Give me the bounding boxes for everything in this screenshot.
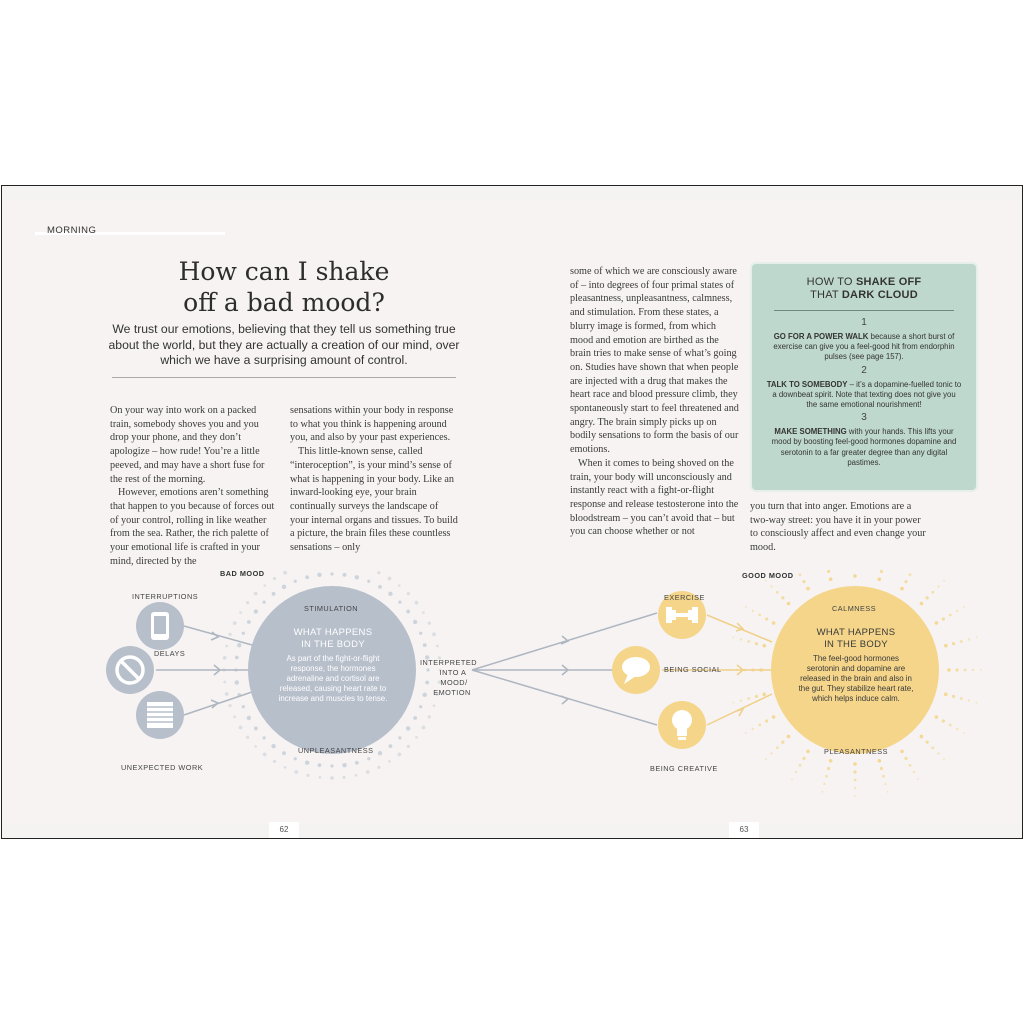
halo-dot bbox=[422, 726, 426, 730]
sun-ray-dot bbox=[770, 752, 772, 754]
sun-ray-dot bbox=[913, 771, 915, 773]
sun-ray-dot bbox=[900, 750, 904, 754]
bad-circle-text bbox=[272, 627, 394, 704]
body-column-3 bbox=[570, 265, 740, 539]
input-label: EXERCISE bbox=[664, 593, 705, 602]
title-line-1: How can I shake bbox=[178, 257, 390, 286]
title-line-2: off a bad mood? bbox=[183, 288, 385, 317]
sun-ray-dot bbox=[949, 614, 952, 617]
halo-dot bbox=[318, 763, 322, 767]
halo-dot bbox=[415, 601, 419, 605]
tip-number: 1 bbox=[861, 317, 867, 328]
halo-dot bbox=[330, 776, 334, 780]
sun-ray-dot bbox=[854, 779, 857, 782]
sun-ray-dot bbox=[787, 735, 791, 739]
halo-dot bbox=[388, 760, 391, 763]
halo-dot bbox=[389, 744, 393, 748]
sun-ray-dot bbox=[952, 695, 955, 698]
sun-ray-dot bbox=[884, 783, 886, 785]
sun-ray-dot bbox=[968, 638, 970, 640]
halo-dot bbox=[413, 620, 417, 624]
halo-dot bbox=[367, 757, 370, 760]
tip-lead: MAKE SOMETHING bbox=[774, 427, 847, 437]
sun-ray-dot bbox=[791, 778, 793, 780]
sun-ray-dot bbox=[960, 697, 963, 700]
arc-label-stimulation: STIMULATION bbox=[304, 604, 359, 613]
halo-dot bbox=[263, 736, 266, 739]
halo-dot bbox=[223, 656, 227, 660]
halo-dot bbox=[228, 633, 231, 636]
halo-dot bbox=[367, 580, 370, 583]
tip-box bbox=[752, 264, 976, 490]
sun-ray-dot bbox=[880, 570, 883, 573]
sun-ray-dot bbox=[776, 746, 779, 749]
sun-ray-dot bbox=[935, 621, 939, 625]
halo-dot bbox=[398, 601, 401, 604]
page-background bbox=[2, 200, 1022, 834]
tip-title-pre: THAT bbox=[810, 289, 842, 301]
body-column-4 bbox=[750, 500, 930, 555]
halo-dot bbox=[419, 705, 422, 708]
halo-dot bbox=[422, 611, 425, 614]
halo-dot bbox=[282, 751, 286, 755]
sun-ray-dot bbox=[909, 764, 912, 767]
sun-ray-dot bbox=[740, 638, 742, 640]
halo-dot bbox=[415, 736, 418, 739]
tip-item bbox=[766, 332, 962, 363]
sun-ray-dot bbox=[853, 770, 856, 773]
halo-dot bbox=[388, 592, 392, 596]
halo-dot bbox=[388, 577, 392, 581]
sun-ray-dot bbox=[931, 591, 934, 594]
halo-dot bbox=[294, 757, 297, 760]
input-label: DELAYS bbox=[154, 649, 186, 658]
halo-dot bbox=[319, 776, 322, 779]
sun-ray-dot bbox=[937, 752, 939, 754]
halo-dot bbox=[247, 620, 251, 624]
halo-dot bbox=[294, 770, 298, 774]
halo-dot bbox=[355, 575, 359, 579]
sun-ray-dot bbox=[853, 762, 857, 766]
interpret-line: INTERPRETED bbox=[420, 658, 477, 667]
halo-dot bbox=[254, 609, 258, 613]
sun-ray-dot bbox=[765, 617, 768, 620]
halo-dot bbox=[433, 704, 436, 707]
phone-icon bbox=[136, 602, 184, 650]
halo-dot bbox=[398, 584, 401, 587]
sun-ray-dot bbox=[853, 574, 857, 578]
sun-ray-dot bbox=[944, 693, 948, 697]
sun-ray-dot bbox=[964, 669, 967, 672]
sun-ray-dot bbox=[795, 771, 797, 773]
halo-dot bbox=[246, 736, 249, 739]
sun-ray-dot bbox=[947, 668, 951, 672]
sun-ray-dot bbox=[732, 636, 734, 638]
paragraph: When it comes to being shoved on the train, your body will unconsciously and instantly react with a fight-or-flight response and release testosterone into the bloodstream – you can’t avoid that – but you can choose whether or not bbox=[570, 457, 739, 538]
sun-ray-dot bbox=[920, 602, 924, 606]
sun-ray-dot bbox=[937, 585, 939, 587]
sun-ray-dot bbox=[745, 606, 747, 608]
halo-dot bbox=[378, 751, 382, 755]
circle-body: The feel-good hormones serotonin and dopamine are released in the brain and also in the gut. They stabilize heart rate, which helps induce calm. bbox=[798, 654, 914, 703]
halo-dot bbox=[428, 622, 431, 625]
sun-ray-dot bbox=[854, 795, 856, 797]
interpret-line: EMOTION bbox=[433, 688, 471, 697]
no-entry-icon bbox=[106, 646, 154, 694]
sun-ray-dot bbox=[887, 791, 889, 793]
mood-diagram bbox=[2, 570, 1022, 820]
sun-ray-dot bbox=[752, 728, 754, 730]
sun-ray-dot bbox=[765, 719, 768, 722]
halo-dot bbox=[271, 744, 275, 748]
sun-ray-dot bbox=[972, 669, 974, 671]
book-spread bbox=[1, 185, 1023, 839]
halo-dot bbox=[342, 776, 345, 779]
halo-dot bbox=[343, 573, 347, 577]
halo-dot bbox=[428, 715, 431, 718]
halo-dot bbox=[378, 585, 382, 589]
paper-stack-icon bbox=[136, 691, 184, 739]
sun-ray-dot bbox=[802, 580, 805, 583]
halo-dot bbox=[305, 761, 309, 765]
halo-dot bbox=[306, 774, 309, 777]
sun-ray-dot bbox=[900, 587, 904, 591]
halo-dot bbox=[407, 592, 410, 595]
sun-ray-dot bbox=[806, 587, 810, 591]
sun-ray-dot bbox=[917, 778, 919, 780]
body-column-2 bbox=[290, 404, 458, 555]
halo-dot bbox=[282, 585, 286, 589]
input-label: INTERRUPTIONS bbox=[132, 592, 199, 601]
sun-ray-dot bbox=[821, 791, 823, 793]
body-column-1 bbox=[110, 404, 278, 568]
sun-ray-dot bbox=[772, 715, 776, 719]
sun-ray-dot bbox=[963, 606, 965, 608]
halo-dot bbox=[263, 601, 266, 604]
tip-text: because a short burst of exercise can give you a feel-good hit from endorphin pulses (see page 157). bbox=[773, 332, 955, 362]
sun-ray-dot bbox=[904, 757, 907, 760]
halo-dot bbox=[263, 753, 267, 757]
sun-ray-dot bbox=[758, 614, 761, 617]
tip-item bbox=[766, 380, 962, 411]
halo-dot bbox=[228, 704, 231, 707]
interpret-line: INTO A bbox=[439, 668, 467, 677]
halo-dot bbox=[273, 760, 276, 763]
sun-ray-dot bbox=[755, 695, 758, 698]
tip-number: 2 bbox=[861, 364, 867, 376]
circle-title-line: IN THE BODY bbox=[301, 639, 365, 650]
halo-dot bbox=[419, 632, 422, 635]
arc-label-unpleasantness: UNPLEASANTNESS bbox=[298, 746, 374, 755]
sun-ray-dot bbox=[752, 610, 754, 612]
tip-title-bold: DARK CLOUD bbox=[841, 289, 918, 301]
sun-ray-dot bbox=[825, 775, 828, 778]
paragraph: This little-known sense, called “interoception”, is your mind’s sense of what is happening in your body. Like an inward-looking eye, your brain continually surveys the landscape of your internal organs and tissues. To build a picture, the brain files these countless sensations – only bbox=[290, 446, 458, 554]
halo-dot bbox=[377, 571, 380, 574]
halo-dot bbox=[355, 774, 358, 777]
sun-ray-dot bbox=[926, 741, 929, 744]
sun-ray-dot bbox=[762, 644, 766, 648]
sun-ray-dot bbox=[758, 724, 761, 727]
tip-number: 3 bbox=[861, 412, 867, 424]
halo-dot bbox=[317, 573, 321, 577]
sun-ray-dot bbox=[827, 767, 830, 770]
halo-dot bbox=[239, 726, 243, 730]
sun-ray-dot bbox=[935, 715, 939, 719]
tip-text: with your hands. This lifts your mood by boosting feel-good hormones dopamine and serotonin to a far greater degree than any digital pastimes. bbox=[771, 427, 957, 467]
sun-ray-dot bbox=[882, 775, 885, 778]
sun-ray-dot bbox=[799, 764, 802, 767]
sun-ray-dot bbox=[781, 741, 784, 744]
sun-ray-dot bbox=[765, 580, 767, 582]
page-title bbox=[130, 256, 438, 318]
sun-ray-dot bbox=[976, 702, 978, 704]
halo-dot bbox=[413, 716, 417, 720]
input-label: BEING CREATIVE bbox=[650, 764, 718, 773]
halo-dot bbox=[330, 764, 333, 767]
sun-ray-dot bbox=[943, 580, 945, 582]
halo-dot bbox=[284, 766, 287, 769]
standfirst-rule bbox=[112, 377, 456, 378]
halo-dot bbox=[233, 716, 236, 719]
halo-dot bbox=[436, 645, 439, 648]
halo-dot bbox=[254, 727, 258, 731]
halo-dot bbox=[246, 601, 249, 604]
sun-ray-dot bbox=[931, 746, 934, 749]
halo-dot bbox=[235, 680, 239, 684]
sun-ray-dot bbox=[745, 732, 747, 734]
sun-ray-dot bbox=[765, 758, 767, 760]
halo-dot bbox=[273, 577, 276, 580]
sun-ray-dot bbox=[920, 735, 924, 739]
halo-dot bbox=[377, 766, 380, 769]
tip-lead: GO FOR A POWER WALK bbox=[773, 332, 869, 341]
circle-title bbox=[796, 627, 916, 651]
halo-dot bbox=[397, 753, 401, 757]
sun-ray-dot bbox=[944, 644, 948, 648]
sun-ray-dot bbox=[952, 642, 955, 645]
paragraph: On your way into work on a packed train, somebody shoves you and you drop your phone, and they don’t apologize – how rude! You’re a little peeved, and may have a short fuse for the rest of the morning. bbox=[110, 405, 265, 485]
halo-dot bbox=[247, 716, 251, 720]
halo-dot bbox=[239, 611, 242, 614]
circle-title-line: WHAT HAPPENS bbox=[816, 627, 896, 638]
halo-dot bbox=[223, 681, 226, 684]
standfirst: We trust our emotions, believing that they tell us something true about the world, but they are actually a creation of our mind, over which we have a surprising amount of control. bbox=[108, 322, 460, 367]
halo-dot bbox=[330, 572, 333, 575]
tip-lead: TALK TO SOMEBODY bbox=[766, 379, 848, 389]
input-label: BEING SOCIAL bbox=[664, 665, 722, 674]
circle-title bbox=[272, 627, 394, 651]
interpret-label bbox=[420, 658, 477, 698]
tip-title-pre: HOW TO bbox=[806, 276, 856, 288]
sun-ray-dot bbox=[740, 699, 742, 701]
sun-ray-dot bbox=[878, 759, 882, 763]
halo-dot bbox=[398, 736, 401, 739]
halo-dot bbox=[242, 705, 245, 708]
halo-dot bbox=[355, 761, 359, 765]
sun-ray-dot bbox=[963, 732, 965, 734]
paragraph: sensations within your body in response to what you think is happening around you, and also by your past experiences. bbox=[290, 405, 454, 444]
halo-dot bbox=[254, 745, 257, 748]
halo-dot bbox=[283, 571, 287, 575]
sun-ray-dot bbox=[776, 591, 779, 594]
sun-ray-dot bbox=[968, 699, 970, 701]
speech-bubble-icon bbox=[612, 646, 660, 694]
sun-ray-dot bbox=[772, 621, 776, 625]
input-label: UNEXPECTED WORK bbox=[121, 763, 204, 772]
halo-dot bbox=[235, 656, 239, 660]
tip-rule bbox=[774, 310, 954, 311]
halo-dot bbox=[407, 745, 410, 748]
sun-ray-dot bbox=[806, 750, 810, 754]
halo-dot bbox=[423, 643, 427, 647]
tip-item bbox=[766, 427, 962, 468]
sun-ray-dot bbox=[802, 757, 805, 760]
sun-ray-dot bbox=[949, 724, 952, 727]
tip-text: – it’s a dopamine-fuelled tonic to a downbeat spirit. Note that texting does not give you the same emotional nourishment! bbox=[772, 379, 962, 410]
halo-dot bbox=[237, 643, 241, 647]
sun-ray-dot bbox=[787, 602, 791, 606]
sun-ray-dot bbox=[909, 573, 912, 576]
sun-ray-dot bbox=[955, 668, 958, 671]
sun-ray-dot bbox=[762, 693, 766, 697]
good-circle-text bbox=[796, 627, 916, 704]
bad-mood-label: BAD MOOD bbox=[220, 569, 265, 578]
sun-ray-dot bbox=[854, 787, 856, 789]
halo-dot bbox=[406, 610, 410, 614]
sun-ray-dot bbox=[823, 783, 825, 785]
sun-ray-dot bbox=[942, 719, 945, 722]
halo-dot bbox=[342, 763, 346, 767]
halo-dot bbox=[225, 692, 229, 696]
lightbulb-icon bbox=[658, 701, 706, 749]
halo-dot bbox=[432, 632, 436, 636]
sun-ray-dot bbox=[960, 640, 963, 643]
paragraph: some of which we are consciously aware of – into degrees of four primal states of pleasantness, unpleasantness, calmness, and stimulation. From these states, a blurry image is formed, from which mood and emotion are birthed as the brain tries to make sense of what’s going on. Studies have shown that when people are injected with a drug that makes the heart race and blood pressure climb, they spontaneously start to feel threatened and angry. The brain simply picks up on bodily sensations to form the basis of our emotions. bbox=[570, 266, 739, 456]
halo-dot bbox=[305, 575, 309, 579]
halo-dot bbox=[406, 726, 410, 730]
halo-dot bbox=[242, 632, 245, 635]
sun-ray-dot bbox=[956, 610, 958, 612]
sun-ray-dot bbox=[781, 596, 784, 599]
paragraph: you turn that into anger. Emotions are a two-way street: you have it in your power to consciously affect and even change your mood. bbox=[750, 501, 926, 554]
sun-ray-dot bbox=[732, 702, 734, 704]
good-mood-label: GOOD MOOD bbox=[742, 571, 794, 580]
sun-ray-dot bbox=[827, 570, 830, 573]
sun-ray-dot bbox=[747, 640, 750, 643]
circle-body: As part of the fight-or-flight response, the hormones adrenaline and cortisol are released, causing heart rate to increase and muscles to tense. bbox=[278, 654, 388, 703]
sun-ray-dot bbox=[747, 697, 750, 700]
sun-ray-dot bbox=[904, 580, 907, 583]
interpret-line: MOOD/ bbox=[440, 678, 468, 687]
tip-box-title bbox=[762, 276, 966, 302]
sun-ray-dot bbox=[770, 585, 772, 587]
arc-label-pleasantness: PLEASANTNESS bbox=[824, 747, 888, 756]
halo-dot bbox=[294, 580, 297, 583]
sun-ray-dot bbox=[980, 669, 982, 671]
sun-ray-dot bbox=[956, 728, 958, 730]
sun-ray-dot bbox=[755, 642, 758, 645]
paragraph: However, emotions aren’t something that happen to you because of forces out of your control, rolling in like weather from the sea. Rather, the rich palette of your emotional life is crafted in your mind, directed by the bbox=[110, 487, 275, 567]
sun-ray-dot bbox=[926, 596, 929, 599]
sun-ray-dot bbox=[880, 767, 883, 770]
halo-dot bbox=[233, 621, 237, 625]
sun-ray-dot bbox=[976, 636, 978, 638]
halo-dot bbox=[366, 770, 370, 774]
page-number-left: 62 bbox=[269, 822, 299, 838]
sun-ray-dot bbox=[943, 758, 945, 760]
halo-dot bbox=[263, 584, 266, 587]
sun-ray-dot bbox=[829, 759, 833, 763]
halo-dot bbox=[225, 645, 228, 648]
tip-title-bold: SHAKE OFF bbox=[855, 276, 922, 288]
circle-title-line: IN THE BODY bbox=[824, 639, 888, 650]
page-number-right: 63 bbox=[729, 822, 759, 838]
circle-title-line: WHAT HAPPENS bbox=[293, 627, 373, 638]
halo-dot bbox=[272, 592, 276, 596]
section-label: MORNING bbox=[47, 225, 97, 236]
sun-ray-dot bbox=[799, 573, 802, 576]
halo-dot bbox=[254, 592, 258, 596]
arc-label-calmness: CALMNESS bbox=[832, 604, 877, 613]
sun-ray-dot bbox=[878, 577, 882, 581]
sun-ray-dot bbox=[829, 577, 833, 581]
sun-ray-dot bbox=[942, 617, 945, 620]
